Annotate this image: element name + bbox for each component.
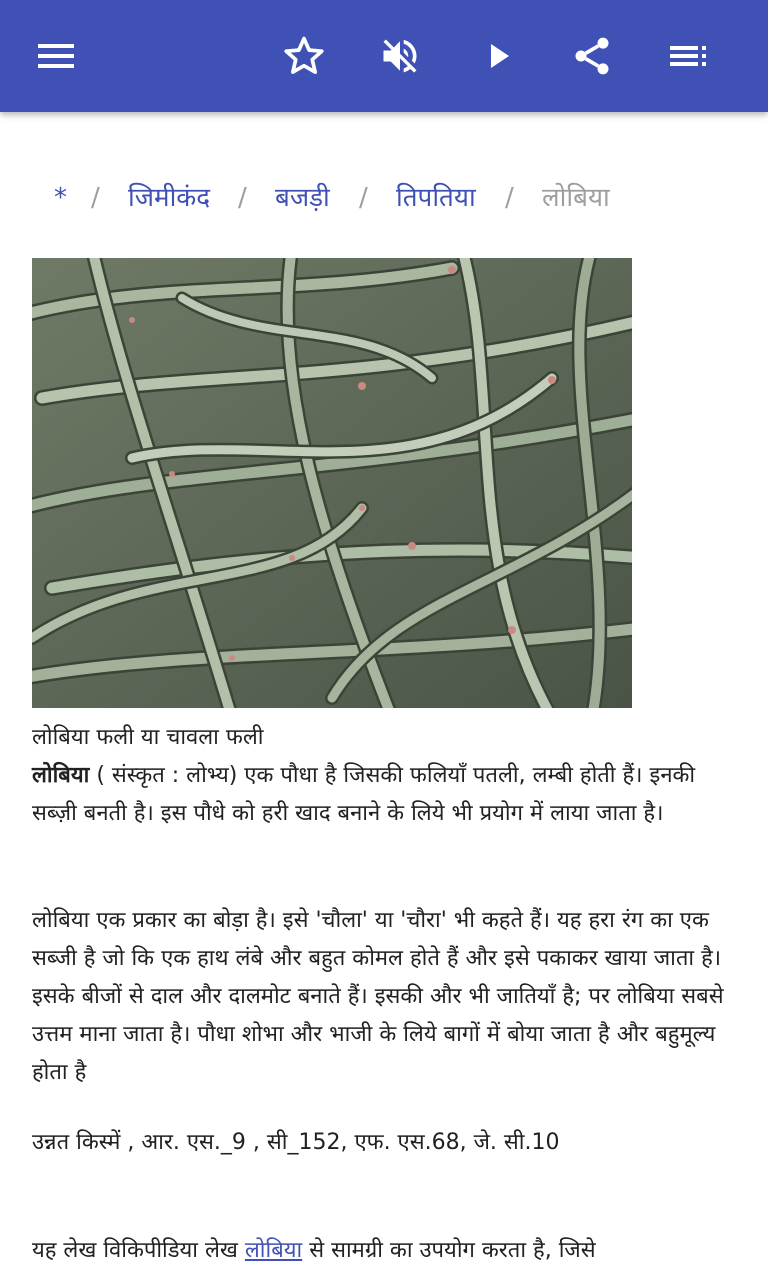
breadcrumb-current: लोबिया <box>542 183 610 213</box>
star-icon <box>282 34 326 78</box>
share-button[interactable] <box>564 28 620 84</box>
article-image <box>32 258 632 708</box>
description-paragraph: लोबिया एक प्रकार का बोड़ा है। इसे 'चौला' या 'चौरा' भी कहते हैं। यह हरा रंग का एक सब्जी है जो कि एक हाथ लंबे और बहुत कोमल होते हैं और इसे पकाकर खाया जाता है। इसके बीजों से दाल और दालमोट बनाते हैं। इसकी और भी जातियाँ है; पर लोबिया सबसे उत्तम माना जाता है। पौधा शोभा और भाजी के लिये बागों में बोया जाता है और बहुमूल्य होता है <box>32 908 724 1085</box>
breadcrumb-item-3[interactable]: तिपतिया <box>396 183 476 213</box>
breadcrumb-separator: / <box>505 183 514 213</box>
breadcrumb-item-1[interactable]: जिमीकंद <box>128 183 211 213</box>
volume-off-icon <box>378 34 422 78</box>
attribution-paragraph <box>32 1232 742 1270</box>
mute-button[interactable] <box>372 28 428 84</box>
wikipedia-article-link[interactable]: लोबिया <box>244 1238 303 1263</box>
breadcrumb-separator: / <box>91 183 100 213</box>
play-icon <box>478 36 518 76</box>
intro-text: ( संस्कृत : लोभ्य) एक पौधा है जिसकी फलियाँ पतली, लम्बी होती हैं। इनकी सब्ज़ी बनती है। इस पौधे को हरी खाद बनाने के लिये भी प्रयोग में लाया जाता है। <box>32 763 696 826</box>
attribution-suffix: से सामग्री का उपयोग करता है, जिसे <box>302 1238 596 1263</box>
article-title-bold: लोबिया <box>32 763 90 788</box>
menu-button[interactable] <box>28 28 84 84</box>
breadcrumb-item-2[interactable]: बजड़ी <box>275 183 330 213</box>
playlist-icon <box>668 36 708 76</box>
cowpea-pods-image <box>32 258 632 708</box>
favorite-button[interactable] <box>276 28 332 84</box>
menu-icon <box>36 36 76 76</box>
share-icon <box>570 34 614 78</box>
breadcrumb-item-home[interactable]: * <box>54 183 67 213</box>
app-toolbar <box>0 0 768 112</box>
breadcrumb-separator: / <box>238 183 247 213</box>
intro-paragraph <box>32 757 742 833</box>
breadcrumb-separator: / <box>359 183 368 213</box>
play-button[interactable] <box>470 28 526 84</box>
varieties-paragraph: उन्नत किस्में , आर. एस._9 , सी_152, एफ. एस.68, जे. सी.10 <box>32 1130 560 1155</box>
breadcrumb <box>0 178 768 218</box>
attribution-prefix: यह लेख विकिपीडिया लेख <box>32 1238 245 1263</box>
contents-button[interactable] <box>660 28 716 84</box>
image-caption: लोबिया फली या चावला फली <box>32 725 264 750</box>
